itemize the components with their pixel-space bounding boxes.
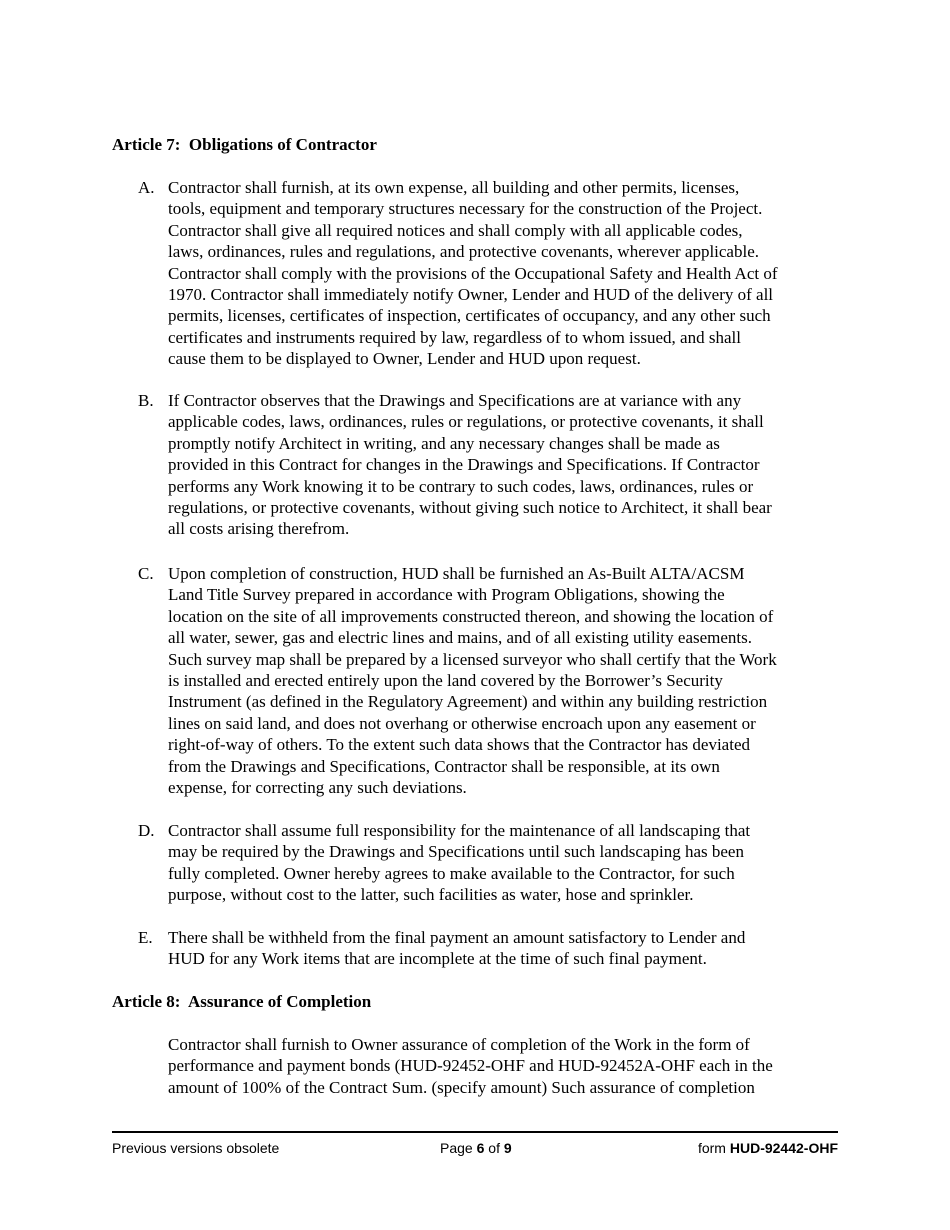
article-7-heading: Article 7: Obligations of Contractor (112, 135, 377, 154)
article-7-item-b (138, 390, 843, 540)
item-text: If Contractor observes that the Drawings and Specifications are at variance with any applicable codes, laws, ordinances, rules or regulations, or protective covenants, it shall promptly notify Architect in writing, and any necessary changes shall be made as provided in this Contract for changes in the Drawings and Specifications. If Contractor performs any Work knowing it to be contrary to such codes, laws, ordinances, rules or regulations, or protective covenants, without giving such notice to Architect, it shall bear all costs arising therefrom. (168, 391, 772, 539)
article-7-item-d (138, 820, 843, 906)
footer-form-id (698, 1140, 838, 1157)
item-letter: C. (138, 564, 154, 583)
page-prefix: Page (440, 1140, 477, 1156)
item-letter: B. (138, 391, 154, 410)
item-text: Contractor shall furnish, at its own expense, all building and other permits, licenses, tools, equipment and temporary structures necessary for the construction of the Project. Contractor shall give all required notices and shall comply with all applicable codes, laws, ordinances, rules and regulations, and protective covenants, wherever applicable. Contractor shall comply with the provisions of the Occupational Safety and Health Act of 1970. Contractor shall immediately notify Owner, Lender and HUD of the delivery of all permits, licenses, certificates of inspection, certificates of occupancy, and any other such certificates and instruments required by law, regardless of to whom issued, and shall cause them to be displayed to Owner, Lender and HUD upon request. (168, 178, 778, 369)
page-current: 6 (476, 1140, 485, 1156)
page-total: 9 (503, 1140, 512, 1156)
item-letter: A. (138, 178, 155, 197)
item-text: Contractor shall assume full responsibility for the maintenance of all landscaping that may be required by the Drawings and Specifications until such landscaping has been fully completed. Owner hereby agrees to make available to the Contractor, for such purpose, without cost to the latter, such facilities as water, hose and sprinkler. (168, 821, 751, 905)
item-letter: D. (138, 821, 155, 840)
item-text: Upon completion of construction, HUD shall be furnished an As-Built ALTA/ACSM Land Title Survey prepared in accordance with Program Obligations, showing the location on the site of all improvements constructed thereon, and showing the location of all water, sewer, gas and electric lines and mains, and of all existing utility easements. Such survey map shall be prepared by a licensed surveyor who shall certify that the Work is installed and erected entirely upon the land covered by the Borrower’s Security Instrument (as defined in the Regulatory Agreement) and within any building restriction lines on said land, and does not overhang or otherwise encroach upon any easement or right-of-way of others. To the extent such data shows that the Contractor has deviated from the Drawings and Specifications, Contractor shall be responsible, at its own expense, for correcting any such deviations. (168, 564, 777, 798)
article-7-item-c (138, 563, 843, 798)
article-7-item-e (138, 927, 843, 970)
footer-page-number (440, 1140, 512, 1157)
article-7-item-a (138, 177, 843, 370)
form-number: HUD-92442-OHF (729, 1140, 838, 1156)
page-of: of (484, 1140, 504, 1156)
footer-previous-versions: Previous versions obsolete (112, 1140, 280, 1156)
footer-divider (112, 1131, 838, 1133)
item-text: There shall be withheld from the final payment an amount satisfactory to Lender and HUD for any Work items that are incomplete at the time of such final payment. (168, 928, 746, 969)
article-8-paragraph: Contractor shall furnish to Owner assurance of completion of the Work in the form of performance and payment bonds (HUD-92452-OHF and HUD-92452A-OHF each in the amount of 100% of the Contract Sum. (specify amount) Such assurance of completion (168, 1035, 773, 1097)
form-prefix: form (697, 1140, 730, 1156)
item-letter: E. (138, 928, 153, 947)
article-8-heading: Article 8: Assurance of Completion (112, 992, 372, 1011)
